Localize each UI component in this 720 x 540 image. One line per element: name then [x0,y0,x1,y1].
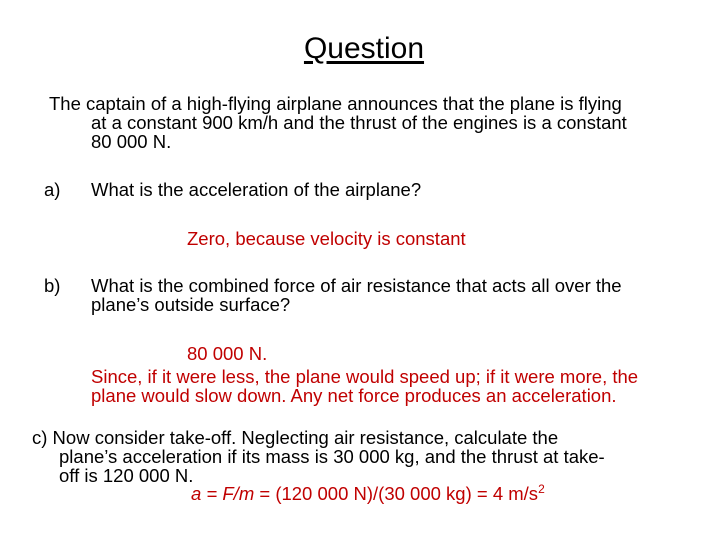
part-b-answer-line-1: 80 000 N. [187,343,268,364]
part-b-question-line-1: What is the combined force of air resistance that acts all over the [91,275,622,296]
intro-line-3: 80 000 N. [91,131,172,152]
part-c-answer-exponent: 2 [538,482,545,496]
slide-title: Question [303,32,425,65]
part-c-answer [191,484,545,503]
part-b-answer-line-3: plane would slow down. Any net force produces an acceleration. [91,385,617,406]
part-b-answer-line-2: Since, if it were less, the plane would speed up; if it were more, the [91,366,639,387]
intro-line-2: at a constant 900 km/h and the thrust of the engines is a constant [91,112,627,133]
part-b-letter: b) [44,275,61,296]
part-c-line-1: c) Now consider take-off. Neglecting air resistance, calculate the [32,427,559,448]
part-a-letter: a) [44,179,61,200]
part-a-answer: Zero, because velocity is constant [187,228,466,249]
part-c-answer-calculation: = (120 000 N)/(30 000 kg) = 4 m/s [254,483,539,504]
part-b-question-line-2: plane’s outside surface? [91,294,291,315]
part-a-question: What is the acceleration of the airplane? [91,179,422,200]
part-c-answer-formula: a = F/m [191,483,255,504]
part-c-line-3: off is 120 000 N. [59,465,194,486]
intro-line-1: The captain of a high-flying airplane announces that the plane is flying [49,93,622,114]
part-c-line-2: plane’s acceleration if its mass is 30 000 kg, and the thrust at take- [59,446,605,467]
